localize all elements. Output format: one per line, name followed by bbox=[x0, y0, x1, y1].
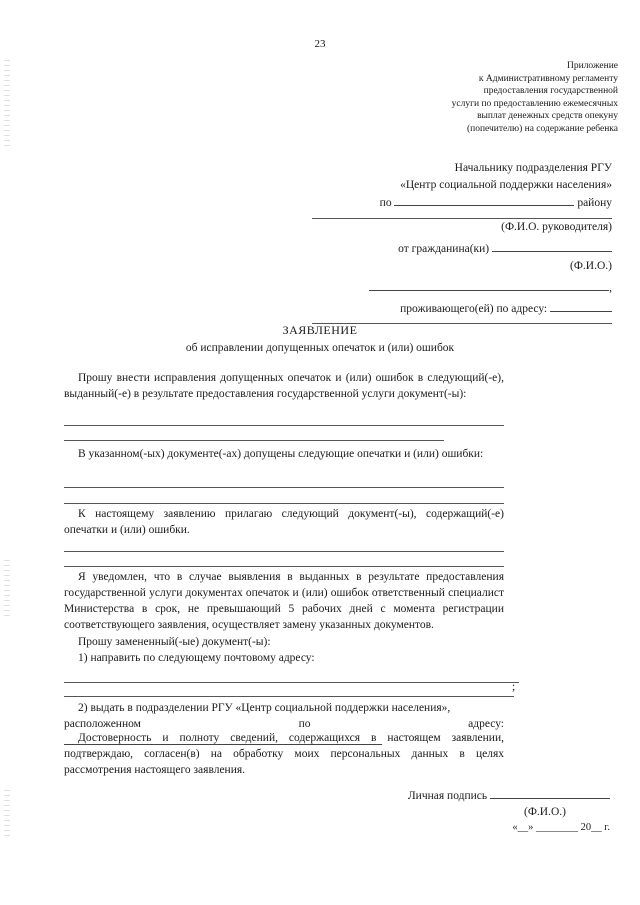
appendix-line: (попечителю) на содержание ребенка bbox=[466, 123, 618, 134]
page-number: 23 bbox=[314, 38, 326, 50]
residing-line: проживающего(ей) по адресу: bbox=[312, 299, 612, 318]
fill-line[interactable] bbox=[64, 440, 444, 441]
addressee-district: по району bbox=[312, 193, 612, 212]
signature-date[interactable]: «__» ________ 20__ г. bbox=[512, 822, 610, 833]
replace-request: Прошу замененный(-ые) документ(-ы): bbox=[78, 636, 271, 648]
semicolon: ; bbox=[512, 681, 516, 693]
appendix-line: услуги по предоставлению ежемесячных bbox=[451, 98, 618, 109]
signature-field[interactable] bbox=[490, 786, 610, 799]
addressee-line: Начальнику подразделения РГУ bbox=[454, 162, 612, 174]
citizen-line-2: , bbox=[312, 278, 612, 297]
notice-paragraph: Я уведомлен, что в случае выявления в выданных в результате предоставления государственной услуги документах опечаток и (или) ошибок ответственный специалист Министерства в срок, не превышающий 5 рабочих дней с момента регистрации соответствующего заявления, осуществляет замену указанных документов. bbox=[64, 571, 504, 631]
appendix-line: предоставления государственной bbox=[483, 86, 618, 96]
signature-block bbox=[310, 786, 610, 836]
errors-paragraph: В указанном(-ых) документе(-ах) допущены следующие опечатки и (или) ошибки: bbox=[78, 448, 484, 460]
address-field[interactable] bbox=[550, 299, 612, 312]
fill-line[interactable] bbox=[64, 425, 504, 426]
attach-paragraph: К настоящему заявлению прилагаю следующий документ(-ы), содержащий(-е) опечатки и (или) ошибки. bbox=[64, 508, 504, 536]
scan-noise bbox=[4, 790, 10, 840]
district-field[interactable] bbox=[394, 193, 574, 206]
citizen-name-field[interactable] bbox=[492, 239, 612, 252]
fill-line[interactable] bbox=[64, 682, 519, 683]
head-name-caption: (Ф.И.О. руководителя) bbox=[312, 218, 612, 236]
request-paragraph: Прошу внести исправления допущенных опечаток и (или) ошибок в следующий(-е), выданный(-е) в результате предоставления государственной услуги документ(-ы): bbox=[64, 372, 504, 400]
appendix-line: к Административному регламенту bbox=[478, 73, 618, 84]
addressee-block bbox=[312, 160, 612, 324]
scan-noise bbox=[4, 60, 10, 150]
scan-noise bbox=[4, 560, 10, 620]
signature-fio-caption: (Ф.И.О.) bbox=[524, 806, 566, 818]
option-office: 2) выдать в подразделении РГУ «Центр социальной поддержки населения», bbox=[78, 702, 451, 714]
signature-line: Личная подпись bbox=[310, 786, 610, 804]
fill-line[interactable] bbox=[64, 503, 504, 504]
from-citizen: от гражданина(ки) bbox=[312, 239, 612, 258]
appendix-line: выплат денежных средств опекуну bbox=[477, 111, 618, 121]
fill-line[interactable] bbox=[64, 487, 504, 488]
fio-caption: (Ф.И.О.) bbox=[570, 259, 612, 272]
appendix-note bbox=[378, 60, 618, 135]
fill-line[interactable] bbox=[64, 696, 514, 697]
document-title: ЗАЯВЛЕНИЕ bbox=[282, 323, 358, 337]
fill-line[interactable] bbox=[64, 551, 504, 552]
appendix-line: Приложение bbox=[567, 61, 618, 71]
document-subtitle: об исправлении допущенных опечаток и (или) ошибок bbox=[185, 342, 455, 354]
fill-line[interactable] bbox=[64, 566, 504, 567]
option-mail: 1) направить по следующему почтовому адресу: bbox=[78, 652, 315, 664]
citizen-name-field-2[interactable] bbox=[369, 278, 609, 291]
option-office-address: расположенном по адресу: bbox=[64, 716, 504, 750]
addressee-line: «Центр социальной поддержки населения» bbox=[400, 178, 612, 191]
consent-paragraph: Достоверность и полноту сведений, содержащихся в настоящем заявлении, подтверждаю, согласен(в) на обработку моих персональных данных в целях рассмотрения настоящего заявления. bbox=[64, 732, 504, 776]
